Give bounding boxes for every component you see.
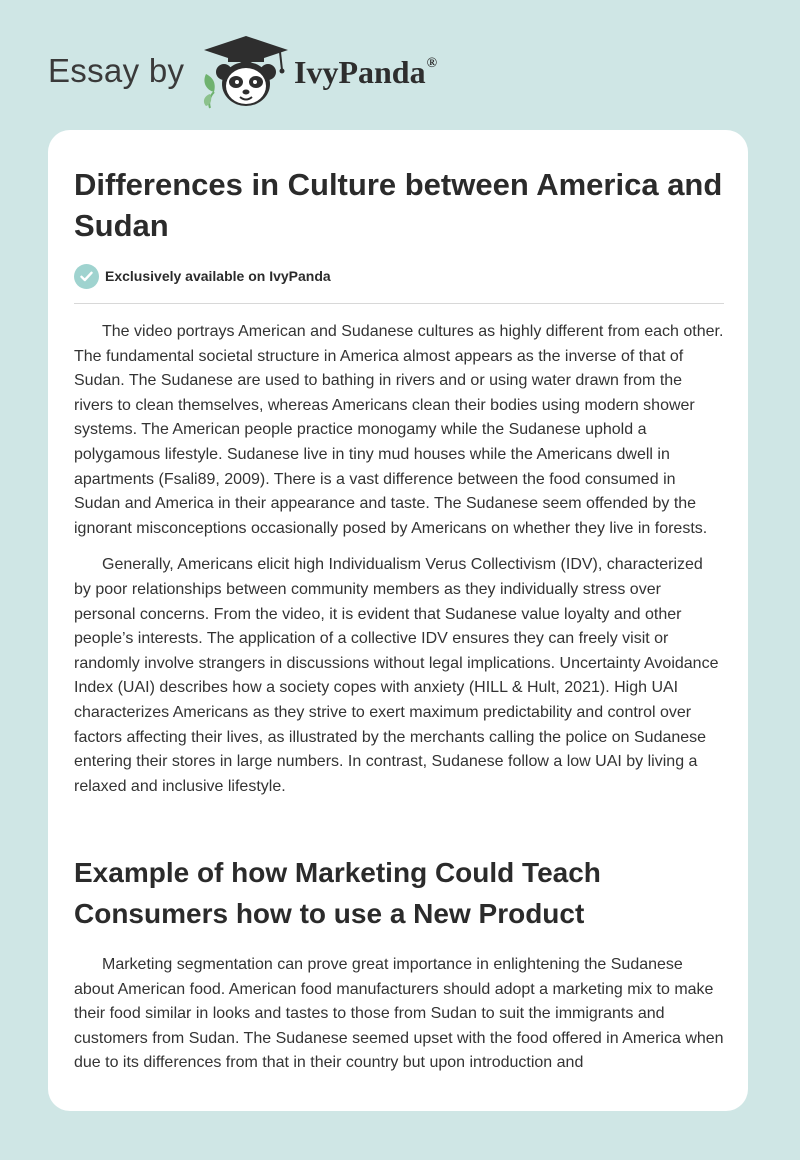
site-header bbox=[0, 0, 800, 120]
brand-prefix: Essay by bbox=[48, 52, 185, 89]
essay-card bbox=[48, 130, 748, 1111]
paragraph: The video portrays American and Sudanese cultures as highly different from each other. The fundamental societal structure in America almost appears as the inverse of that of Sudan. The Sudanese are used to bathing in rivers and or using water drawn from the rivers to clean themselves, whereas Americans clean their bodies using modern shower systems. The American people practice monogamy while the Sudanese uphold a polygamous lifestyle. Sudanese live in tiny mud houses while the Americans dwell in apartments (Fsali89, 2009). There is a vast difference between the food consumed in Sudan and America in their appearance and taste. The Sudanese seem offended by the ignorant misconceptions occasionally posed by Americans on whether they live in forests. bbox=[74, 323, 724, 537]
essay-title: Differences in Culture between America and Sudan bbox=[74, 167, 723, 243]
exclusive-badge bbox=[74, 262, 331, 290]
divider bbox=[74, 303, 724, 304]
panda-graduate-icon[interactable] bbox=[200, 34, 292, 110]
section-heading: Example of how Marketing Could Teach Consumers how to use a New Product bbox=[74, 857, 601, 929]
registered-mark: ® bbox=[426, 56, 438, 71]
check-icon bbox=[74, 264, 99, 289]
brand-name[interactable] bbox=[294, 54, 437, 91]
brand-name-text: IvyPanda bbox=[294, 54, 426, 90]
essay-body bbox=[74, 320, 724, 811]
section-body bbox=[74, 953, 724, 1088]
paragraph: Marketing segmentation can prove great importance in enlightening the Sudanese about American food. American food manufacturers should adopt a marketing mix to make their food similar in looks and tastes to those from Sudan to suit the immigrants and customers from Sudan. The Sudanese seemed upset with the food offered in America when due to its differences from that in their country but upon introduction and bbox=[74, 956, 724, 1072]
exclusive-badge-text: Exclusively available on IvyPanda bbox=[105, 268, 331, 284]
paragraph: Generally, Americans elicit high Individualism Verus Collectivism (IDV), characterized by poor relationships between community members as they individually stress over personal concerns. From the video, it is evident that Sudanese value loyalty and other people’s interests. The application of a collective IDV ensures they can freely visit or randomly involve strangers in discussions without legal implications. Uncertainty Avoidance Index (UAI) describes how a society copes with anxiety (HILL & Hult, 2021). High UAI characterizes Americans as they strive to exert maximum predictability and control over factors affecting their lives, as illustrated by the merchants calling the police on Sudanese entering their stores in large numbers. In contrast, Sudanese follow a low UAI by living a relaxed and inclusive lifestyle. bbox=[74, 556, 719, 795]
